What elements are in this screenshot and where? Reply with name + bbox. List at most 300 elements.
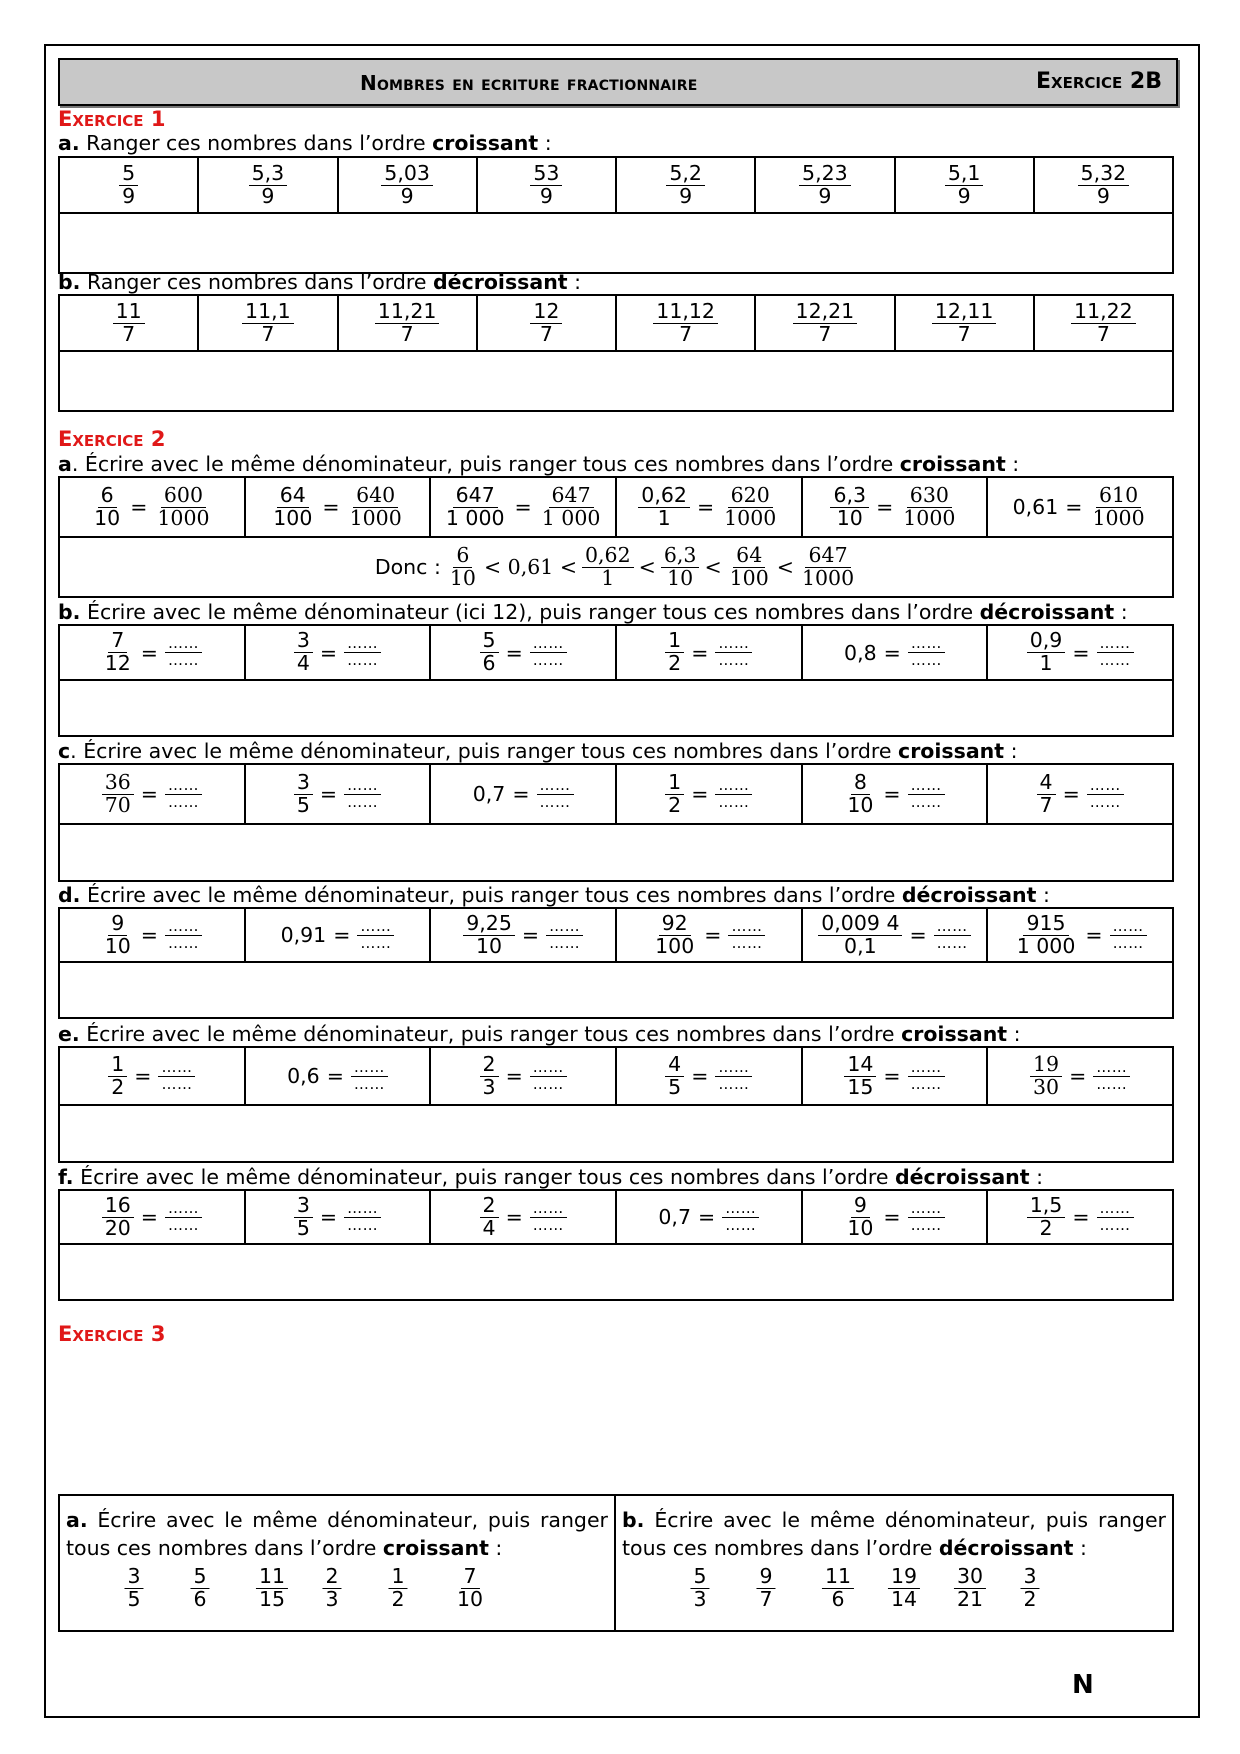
denominator: …… [718, 792, 750, 811]
numerator: 5 [690, 1566, 709, 1589]
fraction [256, 1566, 288, 1610]
blank-fraction[interactable] [715, 775, 752, 811]
conversion-cell[interactable] [987, 1047, 1173, 1105]
conversion-cell[interactable] [987, 1190, 1173, 1244]
numerator: 647 [453, 485, 498, 508]
denominator: …… [161, 1074, 193, 1093]
conversion-cell[interactable] [245, 1190, 431, 1244]
answer-box[interactable] [59, 351, 1173, 411]
equals-sign: = [1072, 1205, 1090, 1229]
conversion-cell[interactable] [987, 764, 1173, 824]
blank-fraction[interactable] [908, 1198, 945, 1234]
numerator: …… [715, 1060, 752, 1077]
ex1-b-table [58, 294, 1174, 412]
exercise-id: Exercice 2B [1036, 69, 1162, 94]
fraction [102, 769, 134, 817]
denominator: …… [360, 933, 392, 952]
denominator: 7 [400, 321, 414, 346]
comparison: < 0,61 < [483, 555, 577, 579]
blank-fraction[interactable] [165, 1198, 202, 1234]
blank-fraction[interactable] [165, 775, 202, 811]
conversion-cell[interactable] [616, 1047, 802, 1105]
fraction [113, 298, 145, 346]
fraction-cell [198, 295, 337, 351]
numerator: …… [158, 1060, 195, 1077]
denominator: …… [532, 651, 564, 669]
blank-fraction[interactable] [1097, 1198, 1134, 1234]
conversion-cell[interactable] [616, 625, 802, 680]
denominator: …… [1099, 651, 1131, 669]
denominator: 1000 [903, 505, 956, 530]
decimal-value: 0,91 [280, 923, 327, 947]
ex2-e-instruction: e. Écrire avec le même dénominateur, puis ranger tous ces nombres dans l’ordre croissant : [58, 1022, 1021, 1046]
answer-box[interactable] [59, 680, 1173, 736]
denominator: 2 [1039, 1215, 1053, 1240]
fraction [539, 482, 604, 530]
ex2-a-conclusion [59, 537, 1173, 597]
fraction [756, 1566, 775, 1610]
numerator: 6,3 [830, 485, 869, 508]
fraction [945, 160, 984, 208]
numerator: …… [1097, 1201, 1134, 1218]
denominator: 10 [836, 505, 863, 530]
fraction [294, 630, 313, 674]
denominator: 5 [296, 792, 310, 817]
fraction [447, 542, 479, 590]
equals-sign: = [691, 640, 709, 665]
numerator: 64 [733, 545, 765, 568]
fraction-cell [755, 157, 894, 213]
blank-fraction[interactable] [1087, 775, 1124, 811]
fraction [1027, 1192, 1066, 1240]
denominator: …… [167, 933, 199, 952]
fraction [1071, 298, 1136, 346]
equals-sign: = [704, 923, 722, 947]
equals-sign: = [333, 923, 351, 947]
blank-fraction[interactable] [344, 775, 381, 811]
fraction [347, 482, 405, 530]
conversion-cell[interactable] [245, 908, 431, 962]
fraction [480, 1192, 499, 1240]
blank-fraction[interactable] [934, 916, 971, 952]
conversion-cell[interactable] [59, 1047, 245, 1105]
numerator: 16 [102, 1195, 134, 1218]
ex3-heading: Exercice 3 [58, 1322, 166, 1346]
blank-fraction[interactable] [537, 775, 574, 811]
numerator: 1 [108, 1054, 127, 1077]
denominator: 7 [122, 321, 136, 346]
fraction [102, 1192, 134, 1240]
numerator: 647 [549, 485, 594, 508]
denominator: 1000 [349, 505, 402, 530]
conversion-cell[interactable] [245, 625, 431, 680]
equals-sign: = [909, 923, 927, 947]
fraction [582, 542, 634, 590]
equals-sign: = [140, 782, 158, 806]
denominator: …… [725, 1215, 757, 1234]
denominator: 0,1 [844, 933, 877, 958]
blank-fraction[interactable] [530, 636, 567, 669]
conversion-cell[interactable] [430, 1190, 616, 1244]
fraction [665, 630, 684, 674]
fraction [888, 1566, 920, 1610]
equals-sign: = [319, 782, 338, 806]
numerator: 7 [108, 630, 127, 653]
blank-fraction[interactable] [165, 916, 202, 952]
denominator: 1 [601, 565, 615, 590]
equals-sign: = [512, 782, 530, 806]
numerator: 6 [98, 485, 117, 508]
numerator: …… [537, 778, 574, 795]
denominator: 1 [657, 505, 671, 530]
numerator: …… [357, 919, 394, 936]
numerator: 7 [460, 1566, 479, 1589]
ex3-a-line2: tous ces nombres dans l’ordre croissant : [66, 1536, 503, 1560]
conversion-cell [616, 477, 802, 537]
denominator: 1 000 [541, 505, 601, 530]
conversion-cell[interactable] [59, 1190, 245, 1244]
fraction-cell [1034, 157, 1173, 213]
denominator: 9 [539, 183, 553, 208]
fraction [1037, 769, 1056, 817]
numerator: 6 [453, 545, 472, 568]
conversion-cell[interactable] [430, 625, 616, 680]
fraction [1014, 910, 1079, 958]
denominator: …… [347, 1215, 379, 1234]
fraction [294, 1192, 313, 1240]
equals-sign: = [140, 1205, 158, 1229]
numerator: …… [351, 1060, 388, 1077]
denominator: 70 [104, 792, 131, 817]
fraction [1030, 1051, 1062, 1099]
denominator: 20 [104, 1215, 131, 1240]
blank-fraction[interactable] [357, 916, 394, 952]
conversion-cell[interactable] [802, 625, 988, 680]
numerator: 1 [665, 772, 684, 795]
fraction [900, 482, 958, 530]
fraction [822, 1566, 854, 1610]
fraction-cell [755, 295, 894, 351]
blank-fraction[interactable] [908, 775, 945, 811]
fraction [665, 769, 684, 817]
blank-fraction[interactable] [728, 916, 765, 952]
conversion-cell[interactable] [987, 908, 1173, 962]
conversion-cell [59, 477, 245, 537]
fraction-cell [198, 157, 337, 213]
numerator: 4 [1037, 772, 1056, 795]
numerator: 3 [294, 772, 313, 795]
fraction [1089, 482, 1147, 530]
denominator: 15 [847, 1074, 874, 1099]
numerator: …… [165, 636, 202, 653]
conversion-cell[interactable] [802, 1190, 988, 1244]
numerator: 19 [888, 1566, 920, 1589]
blank-fraction[interactable] [530, 1198, 567, 1234]
denominator: …… [353, 1074, 385, 1093]
conversion-cell[interactable] [430, 908, 616, 962]
denominator: 4 [482, 1215, 496, 1240]
fraction [454, 1566, 486, 1610]
numerator: …… [165, 1201, 202, 1218]
fraction [381, 160, 433, 208]
decimal-value: 0,6 [287, 1064, 320, 1088]
conversion-cell[interactable] [987, 625, 1173, 680]
denominator: 9 [818, 183, 832, 208]
ex2-a-table [58, 476, 1174, 598]
conversion-cell[interactable] [430, 1047, 616, 1105]
denominator: 12 [104, 651, 131, 675]
equals-sign: = [698, 1205, 716, 1229]
numerator: 5,23 [799, 163, 851, 186]
header-banner [58, 58, 1178, 106]
denominator: 7 [1096, 321, 1110, 346]
denominator: 100 [729, 565, 769, 590]
conversion-cell[interactable] [802, 908, 988, 962]
ex2-e-table [58, 1046, 1174, 1163]
fraction [665, 1051, 684, 1099]
fraction [249, 160, 288, 208]
fraction-cell [616, 295, 755, 351]
conversion-cell[interactable] [616, 764, 802, 824]
equals-sign: = [319, 640, 338, 665]
denominator: 6 [482, 651, 496, 675]
numerator: 4 [665, 1054, 684, 1077]
denominator: 21 [956, 1586, 984, 1611]
blank-fraction[interactable] [1097, 636, 1134, 669]
numerator: 11 [113, 301, 145, 324]
equals-sign: = [521, 923, 540, 947]
comparison: < [704, 555, 722, 579]
blank-fraction[interactable] [546, 916, 583, 952]
denominator: 2 [668, 792, 682, 817]
denominator: …… [910, 1074, 942, 1093]
fraction [954, 1566, 986, 1610]
numerator: 12,11 [932, 301, 997, 324]
blank-fraction[interactable] [344, 1198, 381, 1234]
equals-sign: = [1085, 923, 1103, 947]
ex2-a-instruction: a. Écrire avec le même dénominateur, puis ranger tous ces nombres dans l’ordre croissant : [58, 452, 1020, 476]
blank-fraction[interactable] [715, 1057, 752, 1093]
fraction [661, 542, 700, 590]
denominator: …… [1096, 1074, 1128, 1093]
answer-box[interactable] [59, 213, 1173, 273]
fraction [690, 1566, 709, 1610]
fraction [793, 298, 858, 346]
equals-sign: = [1069, 1064, 1087, 1088]
numerator: 5,03 [381, 163, 433, 186]
fraction [932, 298, 997, 346]
denominator: …… [167, 651, 199, 669]
numerator: …… [908, 636, 945, 653]
answer-box[interactable] [59, 1244, 1173, 1300]
fraction [638, 482, 690, 530]
denominator: 1000 [724, 505, 777, 530]
page-title: Nombres en ecriture fractionnaire [360, 71, 698, 95]
denominator: …… [731, 933, 763, 952]
numerator: 9 [756, 1566, 775, 1589]
conversion-cell [987, 477, 1173, 537]
fraction [242, 298, 294, 346]
conversion-cell[interactable] [59, 625, 245, 680]
denominator: 10 [847, 792, 874, 817]
denominator: 6 [831, 1586, 845, 1611]
numerator: 5,3 [249, 163, 288, 186]
corner-mark: N [1072, 1670, 1094, 1700]
numerator: 6,3 [661, 545, 700, 568]
ex1-heading: Exercice 1 [58, 107, 166, 131]
fraction [124, 1566, 143, 1610]
equals-sign: = [696, 495, 715, 519]
equals-sign: = [130, 495, 148, 519]
blank-fraction[interactable] [715, 636, 752, 669]
conversion-cell[interactable] [616, 1190, 802, 1244]
ex3-b-line1: b. Écrire avec le même dénominateur, puis ranger [622, 1508, 1166, 1532]
fraction-cell [338, 157, 477, 213]
conversion-cell[interactable] [59, 908, 245, 962]
fraction [530, 160, 562, 208]
blank-fraction[interactable] [722, 1198, 759, 1234]
numerator: 610 [1096, 485, 1141, 508]
numerator: 647 [805, 545, 850, 568]
numerator: 630 [907, 485, 952, 508]
numerator: 12,21 [793, 301, 858, 324]
blank-fraction[interactable] [344, 636, 381, 669]
fraction [844, 1051, 876, 1099]
decimal-value: 0,61 [1012, 495, 1059, 519]
denominator: …… [910, 1215, 942, 1234]
numerator: …… [344, 1201, 381, 1218]
conversion-cell[interactable] [802, 1047, 988, 1105]
answer-box[interactable] [59, 1105, 1173, 1162]
numerator: …… [908, 778, 945, 795]
denominator: 5 [296, 1215, 310, 1240]
fraction [799, 542, 857, 590]
conversion-cell[interactable] [802, 764, 988, 824]
numerator: 5,2 [666, 163, 705, 186]
blank-fraction[interactable] [1093, 1057, 1130, 1093]
ex3-a-panel [60, 1496, 616, 1630]
denominator: …… [347, 651, 379, 669]
denominator: 9 [679, 183, 693, 208]
numerator: 1 [665, 630, 684, 653]
conversion-cell[interactable] [616, 908, 802, 962]
denominator: 10 [476, 933, 503, 958]
denominator: 10 [456, 1586, 484, 1611]
denominator: 2 [1023, 1586, 1037, 1611]
denominator: …… [1089, 792, 1121, 811]
denominator: 7 [539, 321, 553, 346]
ex2-d-table [58, 907, 1174, 1019]
ex2-c-table [58, 763, 1174, 882]
denominator: 10 [847, 1215, 874, 1240]
blank-fraction[interactable] [908, 636, 945, 669]
decimal-value: 0,8 [844, 640, 877, 665]
equals-sign: = [691, 782, 709, 806]
numerator: 92 [659, 913, 691, 936]
fraction [653, 298, 718, 346]
denominator: 3 [693, 1586, 707, 1611]
fraction [294, 769, 313, 817]
blank-fraction[interactable] [158, 1057, 195, 1093]
numerator: …… [715, 778, 752, 795]
decimal-value: 0,7 [658, 1205, 691, 1229]
conversion-cell[interactable] [245, 1047, 431, 1105]
numerator: 1 [388, 1566, 407, 1589]
blank-fraction[interactable] [908, 1057, 945, 1093]
equals-sign: = [322, 495, 340, 519]
numerator: 9 [108, 913, 127, 936]
conversion-cell [802, 477, 988, 537]
denominator: 1 000 [445, 505, 505, 530]
numerator: 3 [294, 1195, 313, 1218]
conversion-cell[interactable] [430, 764, 616, 824]
blank-fraction[interactable] [530, 1057, 567, 1093]
denominator: 3 [325, 1586, 339, 1611]
denominator: 3 [482, 1074, 496, 1099]
numerator: 3 [1020, 1566, 1039, 1589]
numerator: 5 [480, 630, 499, 653]
comparison: < [776, 555, 794, 579]
numerator: …… [530, 636, 567, 653]
numerator: 14 [844, 1054, 876, 1077]
conversion-cell[interactable] [59, 764, 245, 824]
fraction [102, 910, 134, 958]
ex2-heading: Exercice 2 [58, 427, 166, 451]
numerator: 11,22 [1071, 301, 1136, 324]
ex3-box [58, 1494, 1174, 1632]
fraction-cell [477, 295, 616, 351]
answer-box[interactable] [59, 962, 1173, 1018]
numerator: 11,21 [375, 301, 440, 324]
numerator: …… [1087, 778, 1124, 795]
denominator: 14 [890, 1586, 918, 1611]
answer-box[interactable] [59, 824, 1173, 881]
denominator: 10 [94, 505, 121, 530]
numerator: 12 [530, 301, 562, 324]
fraction [727, 542, 772, 590]
ex3-a-line1: a. Écrire avec le même dénominateur, puis ranger [66, 1508, 608, 1532]
blank-fraction[interactable] [351, 1057, 388, 1093]
denominator: …… [167, 792, 199, 811]
fraction [1078, 160, 1130, 208]
numerator: …… [344, 778, 381, 795]
ex2-c-instruction: c. Écrire avec le même dénominateur, puis ranger tous ces nombres dans l’ordre croissant : [58, 739, 1018, 763]
blank-fraction[interactable] [1110, 916, 1147, 952]
fraction [530, 298, 562, 346]
numerator: …… [728, 919, 765, 936]
fraction [1020, 1566, 1039, 1610]
denominator: 1 000 [1016, 933, 1076, 958]
denominator: …… [910, 792, 942, 811]
numerator: 36 [102, 772, 134, 795]
numerator: 64 [277, 485, 309, 508]
fraction-cell [616, 157, 755, 213]
numerator: …… [908, 1060, 945, 1077]
denominator: 2 [111, 1074, 125, 1099]
ex1-a-table [58, 156, 1174, 274]
denominator: 15 [258, 1586, 286, 1611]
ex2-b-instruction: b. Écrire avec le même dénominateur (ici 12), puis ranger tous ces nombres dans l’ordre décroissant : [58, 600, 1128, 624]
equals-sign: = [319, 1205, 338, 1229]
denominator: 2 [668, 651, 682, 675]
denominator: …… [167, 1215, 199, 1234]
numerator: 53 [530, 163, 562, 186]
fraction [375, 298, 440, 346]
conversion-cell[interactable] [245, 764, 431, 824]
fraction [652, 910, 697, 958]
blank-fraction[interactable] [165, 636, 202, 669]
denominator: 7 [1039, 792, 1053, 817]
